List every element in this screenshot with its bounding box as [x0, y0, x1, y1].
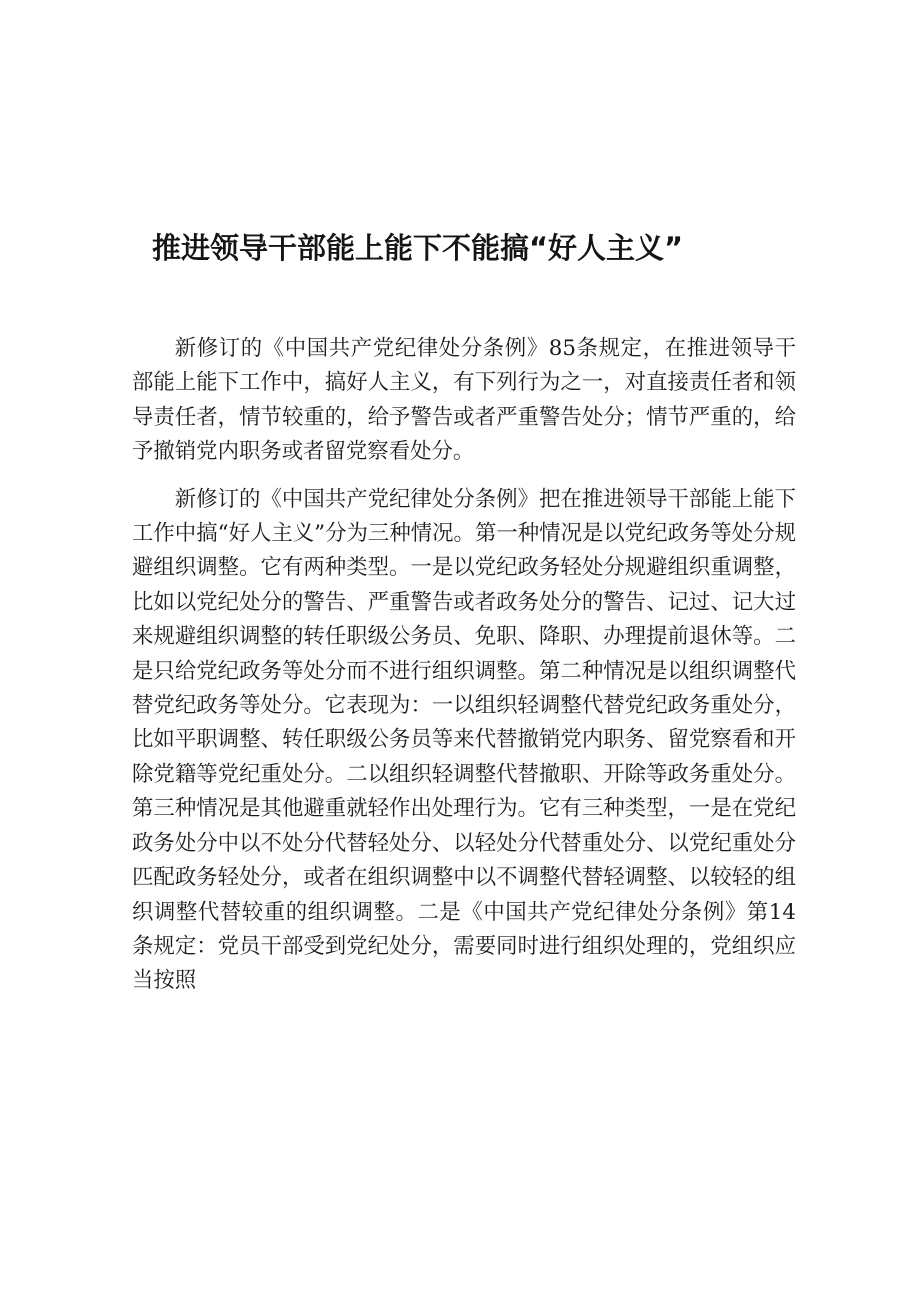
paragraph-2: 新修订的《中国共产党纪律处分条例》把在推进领导干部能上能下工作中搞“好人主义”分为三种情况。第一种情况是以党纪政务等处分规避组织调整。它有两种类型。一是以党纪政务轻处分规避组织重调整，比如以党纪处分的警告、严重警告或者政务处分的警告、记过、记大过来规避组织调整的转任职级公务员、免职、降职、办理提前退休等。二是只给党纪政务等处分而不进行组织调整。第二种情况是以组织调整代替党纪政务等处分。它表现为：一以组织轻调整代替党纪政务重处分，比如平职调整、转任职级公务员等来代替撤销党内职务、留党察看和开除党籍等党纪重处分。二以组织轻调整代替撤职、开除等政务重处分。第三种情况是其他避重就轻作出处理行为。它有三种类型，一是在党纪政务处分中以不处分代替轻处分、以轻处分代替重处分、以党纪重处分匹配政务轻处分，或者在组织调整中以不调整代替轻调整、以较轻的组织调整代替较重的组织调整。二是《中国共产党纪律处分条例》第14条规定：党员干部受到党纪处分，需要同时进行组织处理的，党组织应当按照 [132, 486, 796, 994]
document-body [132, 332, 796, 1012]
paragraph-1: 新修订的《中国共产党纪律处分条例》85条规定，在推进领导干部能上能下工作中，搞好人主义，有下列行为之一，对直接责任者和领导责任者，情节较重的，给予警告或者严重警告处分；情节严重的，给予撤销党内职务或者留党察看处分。 [132, 336, 796, 465]
document-title: 推进领导干部能上能下不能搞“好人主义” [152, 231, 684, 265]
